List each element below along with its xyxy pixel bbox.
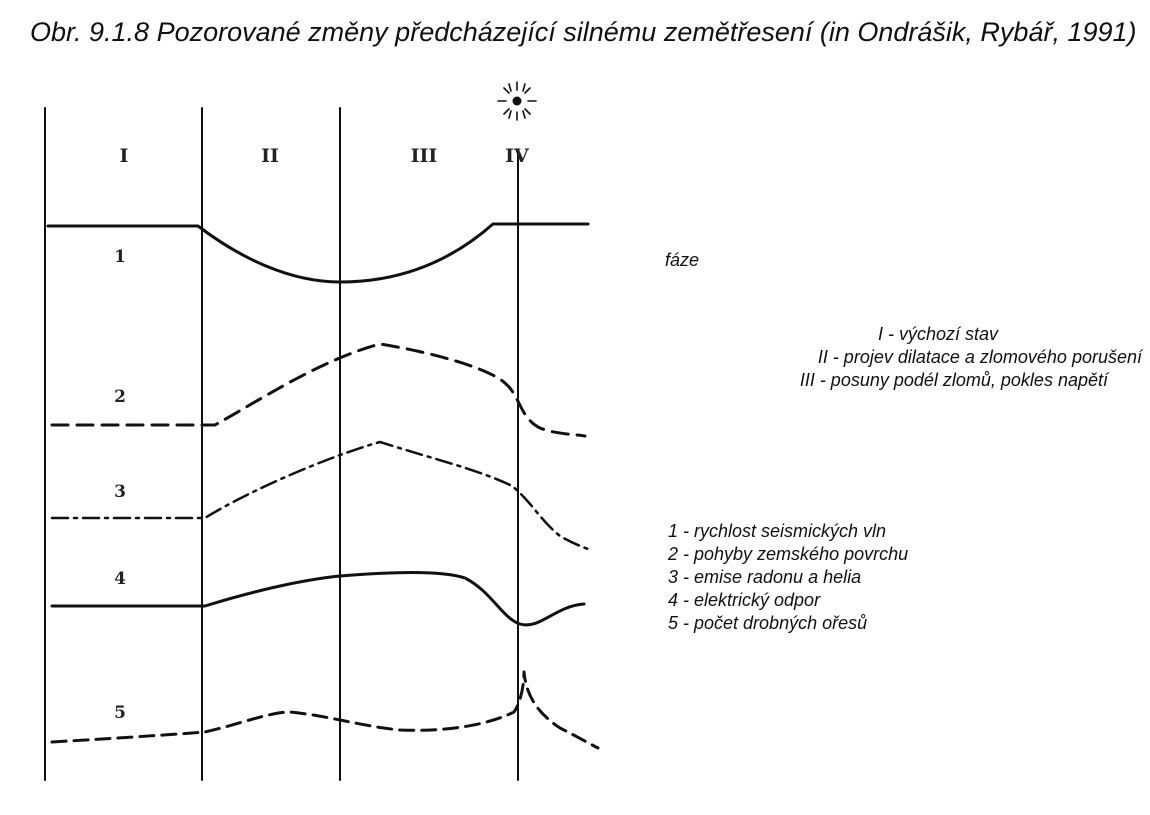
curve-number-1: 1 <box>114 247 126 267</box>
curve-5-microtremors <box>52 672 598 748</box>
curve-number-5: 5 <box>114 703 126 723</box>
curve-number-2: 2 <box>114 387 126 407</box>
legend-curve-list <box>668 520 908 635</box>
curve-1-seismic-velocity <box>48 224 588 282</box>
curve-4-electrical-resistance <box>52 573 584 625</box>
legend-phase-item: III - posuny podél zlomů, pokles napětí <box>799 370 1108 390</box>
phase-label-i: I <box>119 145 129 167</box>
phase-label-ii: II <box>261 145 279 167</box>
curve-2-ground-movement <box>52 344 585 436</box>
phase-label-iii: III <box>410 145 438 167</box>
legend-phase-item: I - výchozí stav <box>877 324 998 344</box>
legend-curve-item: 2 - pohyby zemského povrchu <box>668 544 909 564</box>
curve-3-radon-helium <box>52 442 588 549</box>
legend-curve-item: 1 - rychlost seismických vln <box>668 521 887 541</box>
legend-curve-item: 4 - elektrický odpor <box>668 590 821 610</box>
legend-curve-item: 3 - emise radonu a helia <box>668 567 862 587</box>
legend-phase-item: II - projev dilatace a zlomového porušení <box>817 347 1142 367</box>
phase-label-iv: IV <box>505 145 529 167</box>
curve-number-4: 4 <box>114 569 126 589</box>
earthquake-burst-icon <box>498 82 536 120</box>
legend-curve-item: 5 - počet drobných ořesů <box>668 613 868 633</box>
figure-caption: Obr. 9.1.8 Pozorované změny předcházející silnému zemětřesení (in Ondrášik, Rybář, 1991) <box>30 17 1137 47</box>
curve-number-3: 3 <box>114 482 126 502</box>
legend-phase-title: fáze <box>665 250 700 270</box>
legend-phase-list <box>726 323 1146 392</box>
